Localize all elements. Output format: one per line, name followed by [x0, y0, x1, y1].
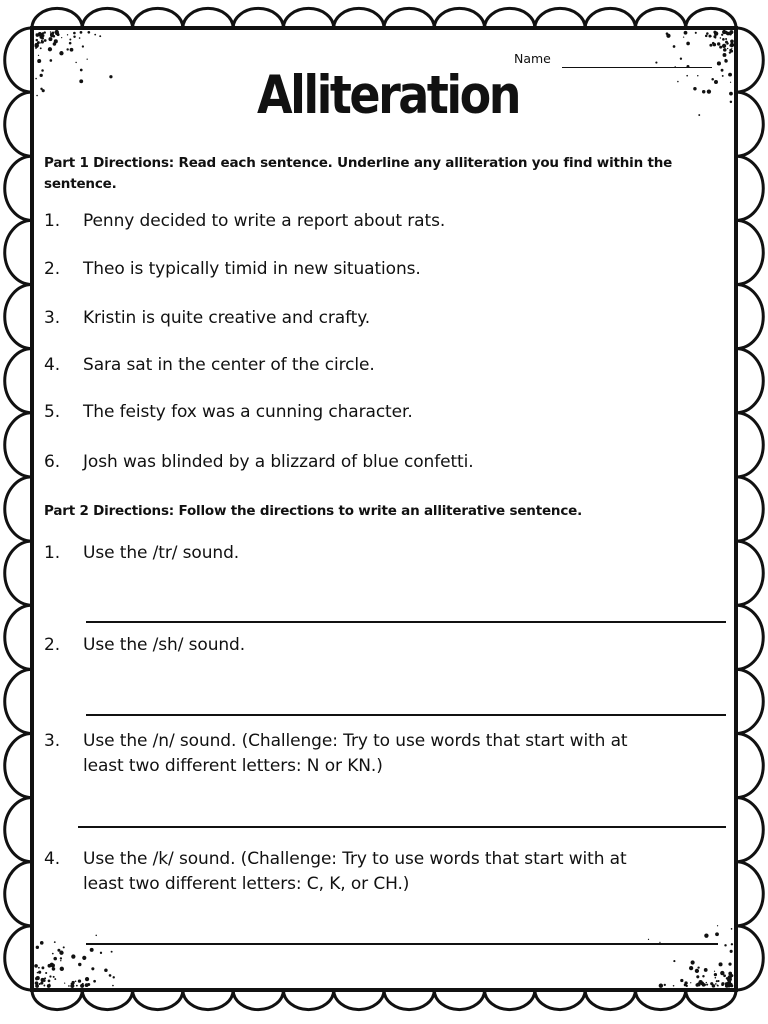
speckle: [59, 51, 63, 55]
speckle: [55, 30, 59, 34]
prompt-text: Use the /k/ sound. (Challenge: Try to use words that start with at: [83, 849, 627, 869]
speckle: [52, 953, 54, 955]
speckle: [686, 75, 688, 77]
speckle: [85, 977, 89, 981]
speckle: [104, 969, 107, 972]
scallop-edge: [5, 28, 32, 990]
speckle: [71, 954, 75, 958]
speckle: [709, 44, 712, 47]
speckle: [719, 46, 722, 49]
speckle: [714, 971, 715, 972]
speckle: [67, 34, 68, 35]
speckle: [36, 35, 37, 36]
speckle: [76, 985, 78, 987]
speckle: [706, 982, 707, 983]
speckle: [45, 972, 47, 974]
speckle: [724, 59, 727, 62]
speckle: [724, 944, 726, 946]
speckle: [47, 984, 49, 986]
speckle: [49, 975, 51, 977]
speckle: [727, 984, 730, 987]
speckle: [60, 967, 64, 971]
item-number: 4.: [44, 849, 61, 869]
speckle: [725, 38, 727, 40]
speckle: [702, 90, 705, 93]
speckle: [41, 37, 44, 40]
speckle: [686, 42, 690, 46]
prompt-text: Use the /n/ sound. (Challenge: Try to use words that start with at: [83, 731, 628, 751]
speckle: [43, 979, 46, 982]
speckle: [702, 975, 704, 977]
speckle: [721, 34, 723, 36]
speckle: [44, 977, 46, 979]
speckle: [715, 932, 719, 936]
speckle: [36, 946, 39, 949]
speckle: [41, 34, 44, 37]
speckle: [54, 978, 56, 980]
speckle: [35, 78, 37, 80]
speckle: [48, 37, 52, 41]
answer-line[interactable]: [86, 943, 718, 945]
speckle: [48, 47, 52, 51]
speckle: [61, 37, 62, 38]
speckle: [60, 957, 62, 959]
speckle: [54, 39, 58, 43]
speckle: [720, 37, 721, 38]
speckle: [70, 48, 74, 52]
speckle: [698, 980, 702, 984]
speckle: [706, 32, 709, 35]
part1-directions: Part 1 Directions: Read each sentence. Underline any alliteration you find within the sentence.: [44, 155, 673, 192]
speckle: [109, 75, 112, 78]
speckle: [722, 44, 726, 48]
speckle: [73, 36, 75, 38]
speckle: [693, 87, 696, 90]
speckle: [684, 31, 688, 35]
item-number: 2.: [44, 635, 61, 655]
item-number: 3.: [44, 308, 61, 328]
speckle: [722, 30, 726, 34]
speckle: [44, 31, 46, 33]
speckle: [725, 41, 728, 44]
speckle: [79, 79, 83, 83]
speckle: [64, 983, 65, 984]
speckle: [727, 48, 728, 49]
speckle: [90, 948, 94, 952]
speckle: [78, 979, 81, 982]
speckle: [729, 52, 731, 54]
speckle: [48, 980, 51, 983]
speckle: [707, 90, 711, 94]
speckle: [730, 101, 732, 103]
speckle: [731, 943, 733, 945]
speckle: [729, 49, 732, 52]
speckle: [714, 80, 718, 84]
speckle: [655, 61, 657, 63]
speckle: [673, 45, 676, 48]
speckle: [94, 34, 96, 36]
speckle: [723, 53, 727, 57]
speckle: [717, 980, 719, 982]
speckle: [72, 981, 75, 984]
speckle: [51, 33, 54, 36]
speckle: [60, 960, 61, 961]
speckle: [666, 32, 669, 35]
speckle: [75, 980, 77, 982]
speckle: [717, 42, 720, 45]
speckle: [690, 982, 691, 983]
speckle: [87, 31, 90, 34]
speckle: [673, 960, 675, 962]
speckle: [36, 33, 37, 34]
speckle: [50, 31, 52, 33]
speckle: [40, 981, 43, 984]
prompt-text: Use the /tr/ sound.: [83, 543, 240, 563]
item-number: 4.: [44, 355, 61, 375]
speckle: [53, 957, 57, 961]
speckle: [729, 92, 733, 96]
speckle: [109, 974, 112, 977]
speckle: [706, 984, 708, 986]
speckle: [69, 38, 71, 40]
part2-directions: Part 2 Directions: Follow the directions to write an alliterative sentence.: [44, 503, 583, 519]
speckle: [50, 59, 53, 62]
speckle: [42, 32, 43, 33]
speckle: [731, 928, 733, 930]
speckle: [715, 37, 717, 39]
speckle: [113, 976, 115, 978]
sentence-text: Josh was blinded by a blizzard of blue confetti.: [83, 452, 474, 472]
speckle: [664, 984, 666, 986]
speckle: [75, 62, 76, 63]
speckle: [673, 985, 675, 987]
answer-line[interactable]: [86, 621, 726, 623]
speckle: [648, 939, 649, 940]
speckle: [69, 42, 72, 45]
speckle: [689, 966, 693, 970]
speckle: [54, 941, 56, 943]
item-number: 1.: [44, 543, 61, 563]
speckle: [695, 32, 697, 34]
speckle: [52, 967, 56, 971]
scallop-edge: [32, 990, 736, 1010]
item-number: 3.: [44, 731, 61, 751]
speckle: [100, 952, 102, 954]
speckle: [728, 972, 732, 976]
item-number: 2.: [44, 259, 61, 279]
speckle: [714, 31, 718, 35]
speckle: [36, 95, 38, 97]
speckle: [730, 981, 732, 983]
speckle: [730, 82, 731, 83]
speckle: [82, 983, 84, 985]
speckle: [711, 78, 714, 81]
speckle: [730, 43, 734, 47]
speckle: [57, 949, 60, 952]
speckle: [731, 48, 732, 49]
prompt-text-continued: least two different letters: C, K, or CH.): [83, 874, 410, 894]
speckle: [38, 55, 39, 56]
speckle: [93, 980, 96, 983]
speckle: [698, 114, 700, 116]
scallop-edge: [736, 28, 763, 990]
prompt-text: Use the /sh/ sound.: [83, 635, 246, 655]
speckle: [729, 978, 732, 981]
speckle: [87, 983, 90, 986]
speckle: [78, 963, 81, 966]
speckle: [723, 48, 727, 52]
speckle: [712, 984, 716, 988]
speckle: [95, 935, 96, 936]
speckle: [723, 974, 726, 977]
speckle: [79, 37, 81, 39]
speckle: [697, 75, 698, 76]
speckle: [36, 983, 38, 985]
item-number: 1.: [44, 211, 61, 231]
speckle: [112, 985, 114, 987]
speckle: [695, 969, 699, 973]
speckle: [40, 74, 43, 77]
sentence-text: The feisty fox was a cunning character.: [83, 402, 413, 422]
sentence-text: Theo is typically timid in new situations.: [83, 259, 421, 279]
speckle: [38, 61, 40, 63]
speckle: [715, 983, 717, 985]
item-number: 6.: [44, 452, 61, 472]
sentence-text: Sara sat in the center of the circle.: [83, 355, 375, 375]
speckle: [48, 964, 52, 968]
speckle: [36, 39, 38, 41]
speckle: [704, 968, 708, 972]
speckle: [38, 971, 41, 974]
name-label: Name: [514, 51, 551, 66]
speckle: [40, 42, 41, 43]
speckle: [63, 946, 65, 948]
speckle: [41, 69, 44, 72]
scallop-edge: [32, 8, 736, 28]
speckle: [717, 61, 721, 65]
speckle: [111, 951, 113, 953]
speckle: [659, 984, 663, 988]
speckle: [717, 925, 718, 926]
answer-line[interactable]: [86, 714, 726, 716]
item-number: 5.: [44, 402, 61, 422]
speckle: [717, 985, 719, 987]
speckle: [680, 58, 682, 60]
speckle: [730, 950, 733, 953]
speckle: [40, 47, 42, 49]
speckle: [82, 956, 86, 960]
speckle: [696, 975, 699, 978]
answer-line[interactable]: [78, 826, 726, 828]
speckle: [68, 985, 70, 987]
speckle: [691, 960, 695, 964]
speckle: [42, 89, 45, 92]
speckle: [721, 983, 724, 986]
speckle: [34, 964, 38, 968]
page-title: Alliteration: [257, 63, 519, 126]
sentence-text: Kristin is quite creative and crafty.: [83, 308, 371, 328]
speckle: [87, 59, 88, 60]
speckle: [51, 963, 55, 967]
speckle: [41, 966, 44, 969]
speckle: [726, 32, 729, 35]
speckle: [728, 73, 732, 77]
speckle: [37, 972, 39, 974]
speckle: [35, 977, 37, 979]
speckle: [677, 81, 679, 83]
speckle: [728, 963, 731, 966]
speckle: [82, 45, 84, 47]
speckle: [713, 43, 717, 47]
speckle: [38, 967, 40, 969]
speckle: [80, 69, 83, 72]
speckle: [683, 36, 684, 37]
speckle: [705, 35, 708, 38]
speckle: [66, 48, 68, 50]
speckle: [719, 962, 723, 966]
speckle: [80, 31, 83, 34]
sentence-text: Penny decided to write a report about rats.: [83, 211, 446, 231]
speckle: [697, 966, 699, 968]
prompt-text-continued: least two different letters: N or KN.): [83, 756, 383, 776]
speckle: [708, 35, 711, 38]
speckle: [722, 75, 724, 77]
speckle: [715, 977, 717, 979]
speckle: [53, 976, 55, 978]
speckle: [43, 985, 45, 987]
speckle: [730, 40, 734, 44]
speckle: [722, 38, 725, 41]
speckle: [99, 35, 101, 37]
speckle: [91, 967, 94, 970]
speckle: [721, 69, 724, 72]
speckle: [684, 981, 687, 984]
speckle: [50, 985, 51, 986]
speckle: [720, 971, 724, 975]
speckle: [44, 39, 47, 42]
speckle: [714, 973, 717, 976]
speckle: [680, 979, 683, 982]
speckle: [35, 44, 39, 48]
speckle: [73, 32, 76, 35]
speckle: [41, 40, 44, 43]
speckle: [704, 934, 708, 938]
speckle: [40, 941, 44, 945]
